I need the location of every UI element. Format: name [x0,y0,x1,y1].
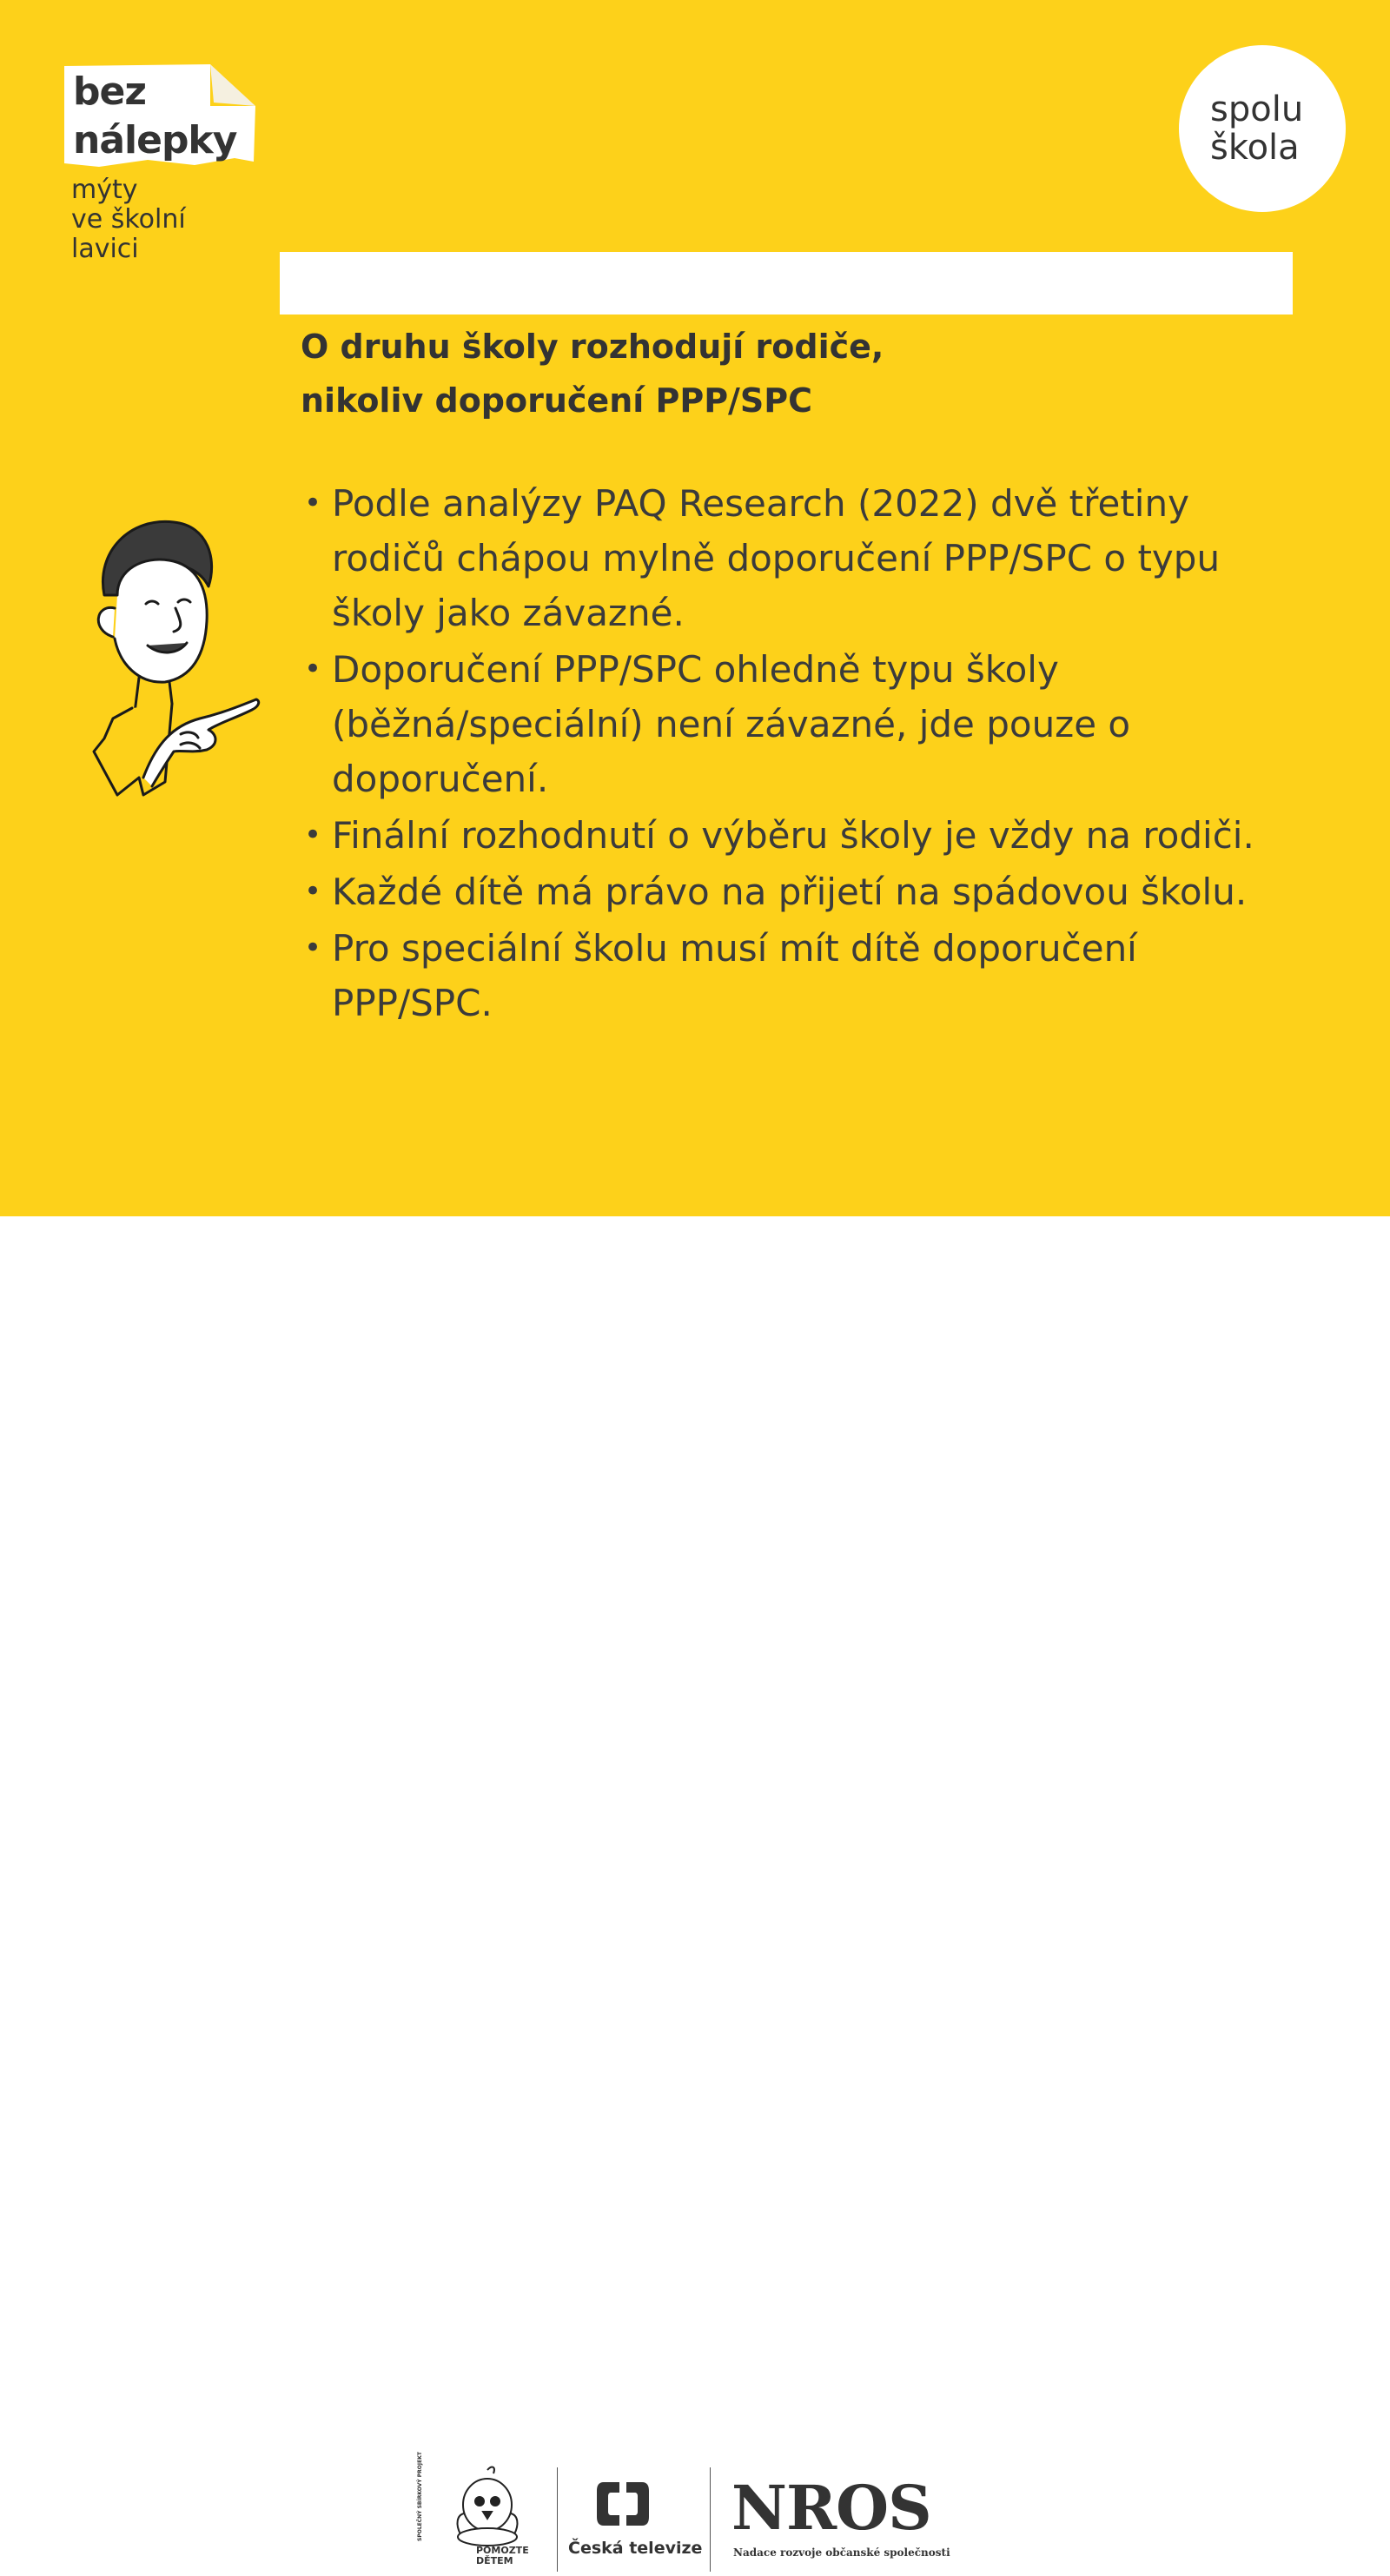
white-banner [280,252,1293,315]
pointing-person-illustration [78,517,261,812]
list-item [301,642,1308,806]
headline-line-1: O druhu školy rozhodují rodiče, [301,328,884,366]
headline-line-2: nikoliv doporučení PPP/SPC [301,381,813,420]
bullet-text: Podle analýzy PAQ Research (2022) dvě třetiny rodičů chápou mylně doporučení PPP/SPC o typu školy jako závazné. [332,482,1221,634]
spolu-skola-logo [1179,45,1346,212]
bullet-text: Finální rozhodnutí o výběru školy je vždy na rodiči. [332,814,1254,857]
brand-line-2: nálepky [73,118,237,162]
bullet-dot: • [304,930,322,965]
bullet-dot: • [304,818,322,852]
list-item [301,476,1308,640]
bullet-dot: • [304,652,322,686]
list-item [301,864,1308,919]
bullet-dot: • [304,874,322,909]
ceska-televize-icon [595,2480,651,2527]
list-item [301,921,1308,1030]
spolu-skola-line-1: spolu [1210,89,1304,129]
pomozte-detem-text [476,2546,529,2566]
brand-subtitle-line: lavici [71,234,139,264]
footer [0,1216,1390,2566]
footer-divider [557,2467,558,2572]
bez-nalepky-logo [64,64,255,169]
bullet-text: Každé dítě má právo na přijetí na spádovou školu. [332,871,1248,913]
bullet-dot: • [304,486,322,520]
brand-line-1: bez [73,70,146,114]
bullet-list [301,476,1308,1032]
main-panel [0,0,1390,1216]
pomozte-line-1: POMOZTE [476,2545,529,2556]
ceska-televize-text: Česká televize [568,2539,703,2558]
nros-logo: NROS [731,2472,931,2544]
spolu-skola-line-2: škola [1210,128,1300,168]
brand-subtitle [71,175,186,264]
headline [301,320,1256,427]
bullet-text: Doporučení PPP/SPC ohledně typu školy (běžná/speciální) není závazné, jde pouze o doporučení. [332,648,1131,800]
brand-subtitle-line: mýty [71,175,138,205]
bullet-text: Pro speciální školu musí mít dítě doporučení PPP/SPC. [332,927,1137,1024]
brand-subtitle-line: ve školní [71,204,186,235]
list-item [301,808,1308,863]
nros-subtitle: Nadace rozvoje občanské společnosti [733,2546,950,2559]
pomozte-line-2: DĚTEM [476,2555,513,2566]
pomozte-vertical-text: SPOLEČNÝ SBÍRKOVÝ PROJEKT [417,2452,423,2541]
footer-divider [710,2467,711,2572]
